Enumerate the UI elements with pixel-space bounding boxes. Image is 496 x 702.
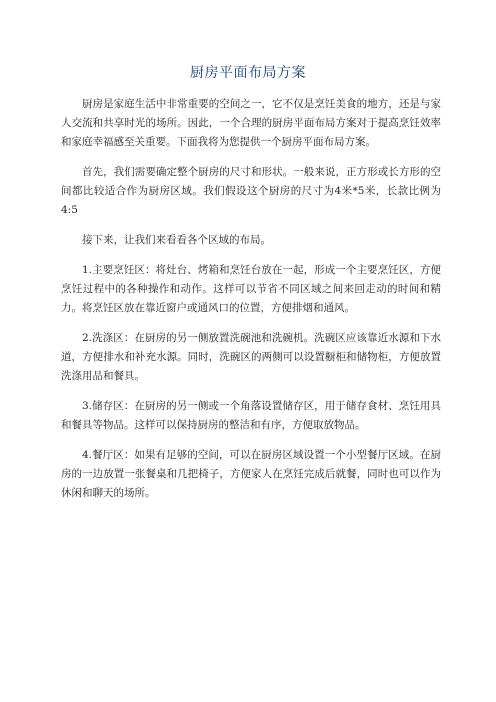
paragraph-storage-area: 3.储存区：在厨房的另一侧或一个角落设置储存区，用于储存食材、烹饪用具和餐具等物品。这样可以保持厨房的整洁和有序，方便取放物品。	[61, 400, 441, 431]
paragraph-washing-area: 2.洗涤区：在厨房的另一侧放置洗碗池和洗碗机。洗碗区应该靠近水源和下水道，方便排水和补充水源。同时，洗碗区的两侧可以设置橱柜和储物柜，方便放置洗涤用品和餐具。	[61, 332, 441, 382]
document-body	[61, 95, 441, 514]
paragraph-intro: 厨房是家庭生活中非常重要的空间之一，它不仅是烹饪美食的地方，还是与家人交流和共享时光的场所。因此，一个合理的厨房平面布局方案对于提高烹饪效率和家庭幸福感至关重要。下面我将为您提供一个厨房平面布局方案。	[61, 98, 441, 148]
document-title: 厨房平面布局方案	[190, 65, 306, 81]
paragraph-dining-area: 4.餐厅区：如果有足够的空间，可以在厨房区域设置一个小型餐厅区域。在厨房的一边放置一张餐桌和几把椅子，方便家人在烹饪完成后就餐，同时也可以作为休闲和聊天的场所。	[61, 449, 441, 499]
paragraph-cooking-area: 1.主要烹饪区：将灶台、烤箱和烹饪台放在一起，形成一个主要烹饪区，方便烹饪过程中的各种操作和动作。这样可以节省不同区域之间来回走动的时间和精力。将烹饪区放在靠近窗户或通风口的位置，方便排烟和通风。	[61, 264, 441, 314]
paragraph-transition: 接下来，让我们来看看各个区域的布局。	[82, 234, 271, 246]
paragraph-dimensions: 首先，我们需要确定整个厨房的尺寸和形状。一般来说，正方形或长方形的空间都比较适合作为厨房区域。我们假设这个厨房的尺寸为4米*5米，长款比例为4:5	[61, 166, 441, 216]
